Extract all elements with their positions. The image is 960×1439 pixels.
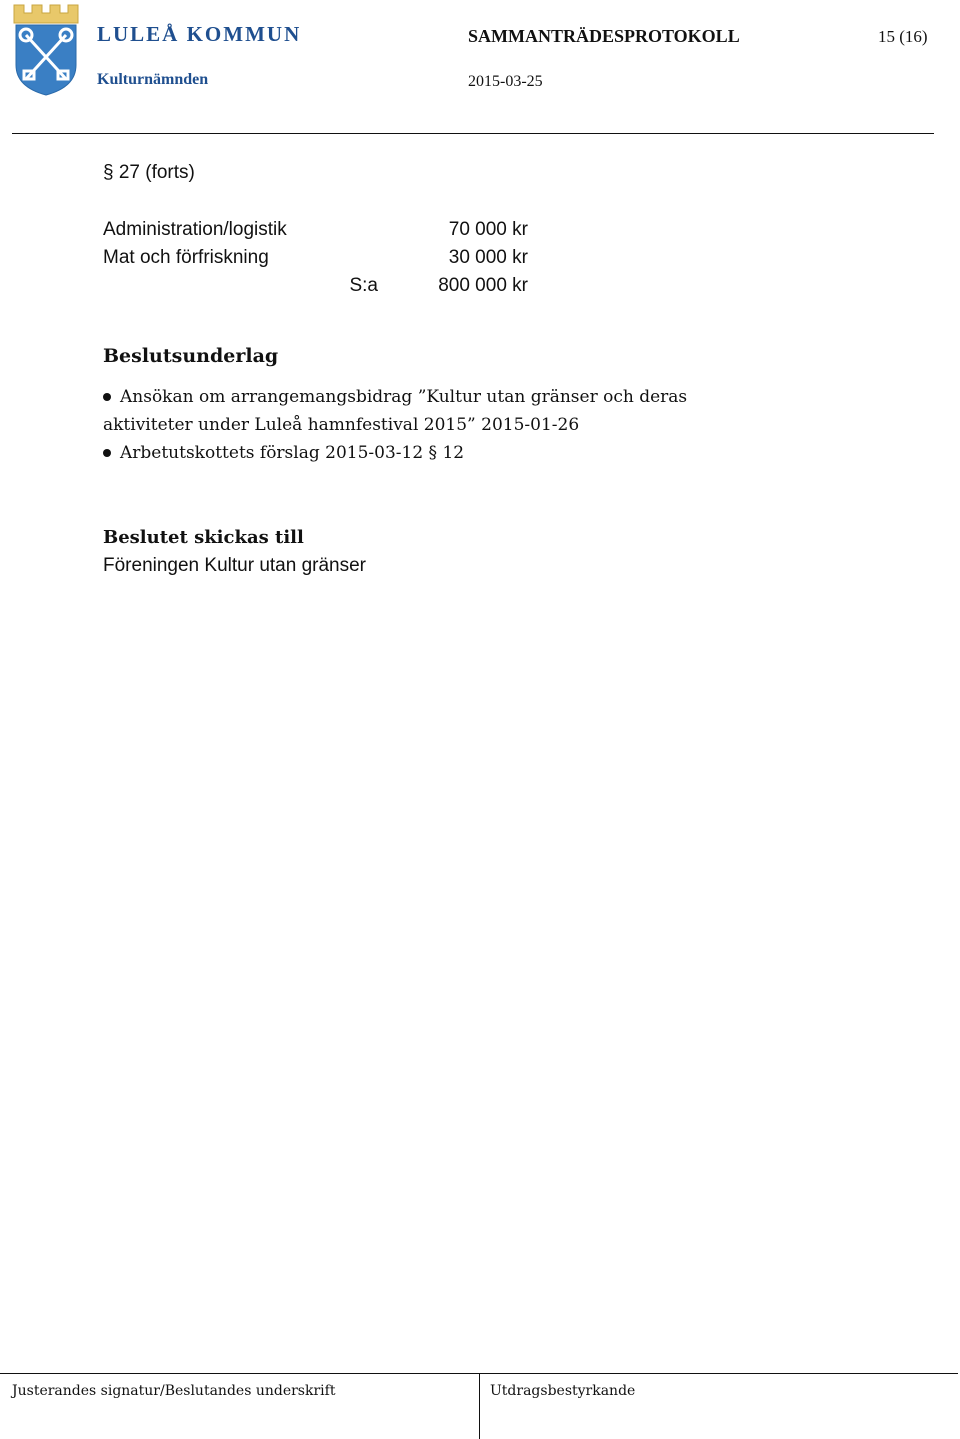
underlag-item-1 [103,387,687,407]
underlag-item-1-line2: aktiviteter under Luleå hamnfestival 2015” 2015-01-26 [103,415,580,435]
certification-label: Utdragsbestyrkande [490,1383,636,1399]
municipality-crest-logo [12,3,80,97]
skickas-recipient: Föreningen Kultur utan gränser [103,555,366,576]
header-divider [12,133,934,134]
underlag-item-1-line1: Ansökan om arrangemangsbidrag ”Kultur utan gränser och deras [120,387,688,407]
budget-label-1: Administration/logistik [103,219,287,240]
crest-icon [12,3,80,97]
budget-label-2: Mat och förfriskning [103,247,269,268]
document-type: SAMMANTRÄDESPROTOKOLL [468,26,740,46]
budget-sum-label: S:a [349,275,378,296]
footer-column-divider [479,1373,480,1439]
bullet-icon [103,449,111,457]
document-date: 2015-03-25 [468,73,543,90]
section-heading: § 27 (forts) [103,162,195,183]
signature-label: Justerandes signatur/Beslutandes underskrift [12,1383,336,1399]
skickas-heading: Beslutet skickas till [103,527,304,548]
beslutsunderlag-heading: Beslutsunderlag [103,345,279,367]
page-number: 15 (16) [878,27,928,46]
budget-sum-amount: 800 000 kr [438,275,528,296]
budget-amount-1: 70 000 kr [448,219,528,240]
org-name: LULEÅ KOMMUN [97,22,302,46]
bullet-icon [103,393,111,401]
budget-amount-2: 30 000 kr [448,247,528,268]
underlag-item-2-line1: Arbetutskottets förslag 2015-03-12 § 12 [120,443,465,463]
underlag-item-2 [103,443,464,463]
committee-name: Kulturnämnden [97,71,209,88]
